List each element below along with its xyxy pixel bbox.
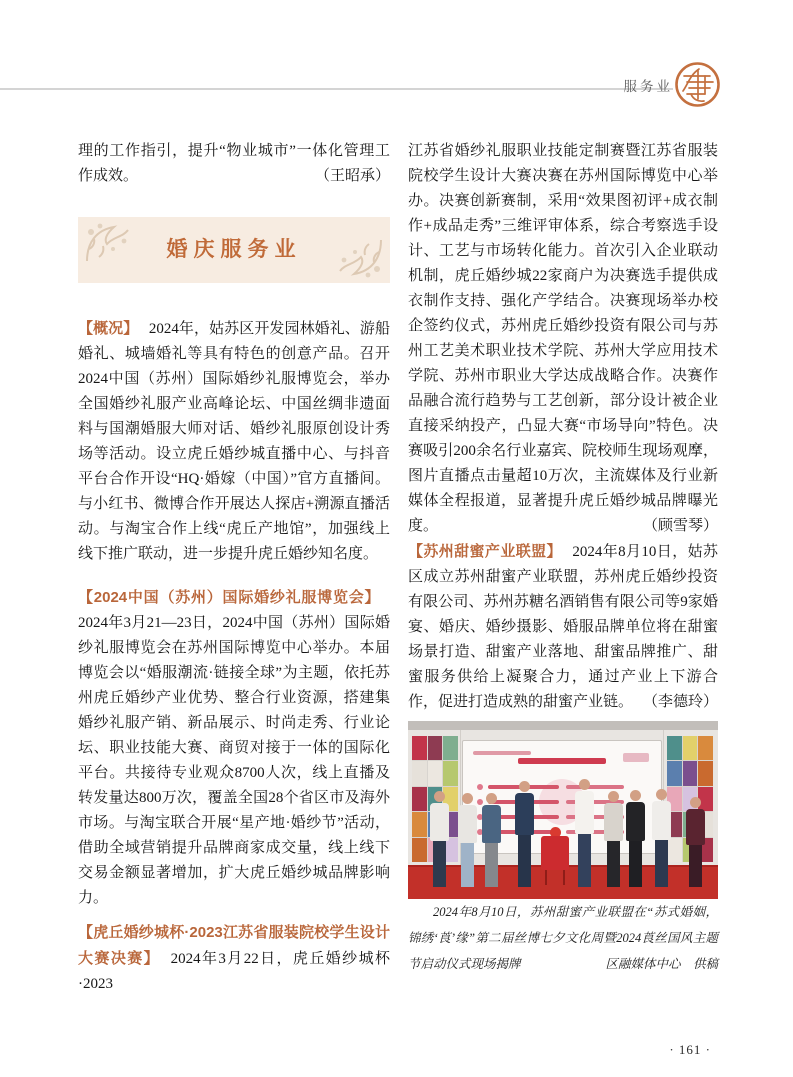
entry-sweet-alliance [408,539,718,715]
flourish-icon [83,221,133,263]
section-header-box [78,217,390,283]
author-credit: （李德玲） [642,694,718,710]
mosaic-cell [698,761,713,785]
entry-heading: 【概况】 [78,320,139,337]
photo-caption [408,899,718,977]
yearbook-seal-icon [674,61,721,108]
mosaic-cell [443,736,458,760]
person-figure [482,793,501,887]
mosaic-cell [412,812,427,836]
backdrop-title-bar [518,758,606,764]
person-figure [430,791,449,887]
mosaic-cell [698,736,713,760]
entry-body: 2024年3月22日，虎丘婚纱城杯·2023 [78,951,390,992]
page-number: · 161 · [669,1042,711,1057]
entry-overview [78,316,390,567]
flourish-icon [335,238,385,280]
author-credit: （顾雪琴） [642,518,718,534]
person-figure [515,781,534,887]
entry-heading: 【2024中国（苏州）国际婚纱礼服博览会】 [78,589,380,606]
backdrop-brand-mark [623,753,649,762]
mosaic-cell [667,761,682,785]
entry-body: 2024年8月10日，姑苏区成立苏州甜蜜产业联盟，苏州虎丘婚纱投资有限公司、苏州苏糖名酒销售有限公司等9家婚宴、婚庆、婚纱摄影、婚服品牌单位将在甜蜜场景打造、甜蜜产业落地、甜蜜品牌推广、甜蜜服务供给上凝聚合力，通过产业上下游合作，促进打造成熟的甜蜜产业链。 [408,544,718,710]
mosaic-cell [412,838,427,862]
mosaic-cell [667,736,682,760]
mosaic-cell [683,736,698,760]
photo-ceiling-beam [408,721,718,730]
photo-unveiling-plaque [541,827,569,885]
person-figure [575,779,594,887]
left-column [78,139,390,997]
person-figure [604,791,623,887]
right-column [408,139,718,977]
entry-body: 2024年，姑苏区开发园林婚礼、游船婚礼、城墙婚礼等具有特色的创意产品。召开2024中国（苏州）国际婚纱礼服博览会，举办全国婚纱礼服产业高峰论坛、中国丝绸非遗面料与国潮婚服大师对话、婚纱礼服原创设计秀场等活动。设立虎丘婚纱城直播中心、与抖音平台合作开设“HQ·婚嫁（中国）”官方直播间。与小红书、微博合作开展达人探店+溯源直播活动。与淘宝合作上线“虎丘产地馆”，加强线上线下推广联动，进一步提升虎丘婚纱知名度。 [78,321,390,562]
backdrop-logo-mark [473,751,531,755]
photo-caption-text: 2024年8月10日，苏州甜蜜产业联盟在“苏式婚姻，锦绣‘莨’缘”第二届丝博七夕文化周暨2024莨丝国风主题节启动仪式现场揭牌 [408,905,718,971]
intro-continuation-paragraph [78,139,390,189]
entry-body: 2024年3月21—23日，2024中国（苏州）国际婚纱礼服博览会在苏州国际博览中心举办。本届博览会以“婚服潮流·链接全球”为主题，依托苏州虎丘婚纱产业优势、整合行业资源，搭建集婚纱礼服产销、新品展示、时尚走秀、行业论坛、职业技能大赛、商贸对接于一体的国际化平台。共接待专业观众8700人次，线上直播及转发量达800万次，覆盖全国28个省区市及海外市场。与淘宝联合开展“星产地·婚纱节”活动，借助全域营销提升品牌商家成交量，线上线下交易金额显著增加，扩大虎丘婚纱城品牌影响力。 [78,615,390,906]
photo-credit: 区融媒体中心 供稿 [605,957,718,971]
mosaic-cell [412,787,427,811]
ceremony-photo [408,721,718,899]
entry-design-contest [78,920,390,997]
mosaic-cell [428,736,443,760]
running-head-section-label: 服务业 [623,79,673,94]
entry-heading: 【虎丘婚纱城杯·2023江苏省服装院校学生设计大赛决赛】 [78,924,390,967]
person-figure [458,793,477,887]
entry-heading: 【苏州甜蜜产业联盟】 [408,543,562,560]
person-figure [652,789,671,887]
section-title: 婚庆服务业 [166,238,302,261]
mosaic-cell [428,761,443,785]
mosaic-cell [412,761,427,785]
header-rule [0,88,673,90]
person-figure [686,797,705,887]
mosaic-cell [412,736,427,760]
mosaic-cell [443,761,458,785]
contest-continuation-text: 江苏省婚纱礼服职业技能定制赛暨江苏省服装院校学生设计大赛决赛在苏州国际博览中心举办。决赛创新赛制，采用“效果图初评+成衣制作+成品走秀”三维评审体系，综合考察选手设计、工艺与市场转化能力。首次引入企业联动机制，虎丘婚纱城22家商户为决赛选手提供成衣制作支持、强化产学结合。决赛现场举办校企签约仪式，苏州虎丘婚纱投资有限公司与苏州工艺美术职业技术学院、苏州大学应用技术学院、苏州市职业大学达成战略合作。决赛作品融合流行趋势与工艺创新，部分设计被企业直接采纳投产，凸显大赛“市场导向”特色。决赛吸引200余名行业嘉宾、院校师生现场观摩，图片直播点击量超10万次，主流媒体及行业新媒体全程报道，显著提升虎丘婚纱城品牌曝光度。 [408,143,718,534]
person-figure [626,790,645,887]
entry-list [78,316,390,997]
mosaic-cell [683,761,698,785]
contest-continuation-paragraph [408,139,718,539]
author-credit: （王昭承） [314,168,390,184]
entry-expo [78,585,390,911]
intro-continuation-text: 理的工作指引，提升“物业城市”一体化管理工作成效。 [78,143,390,184]
